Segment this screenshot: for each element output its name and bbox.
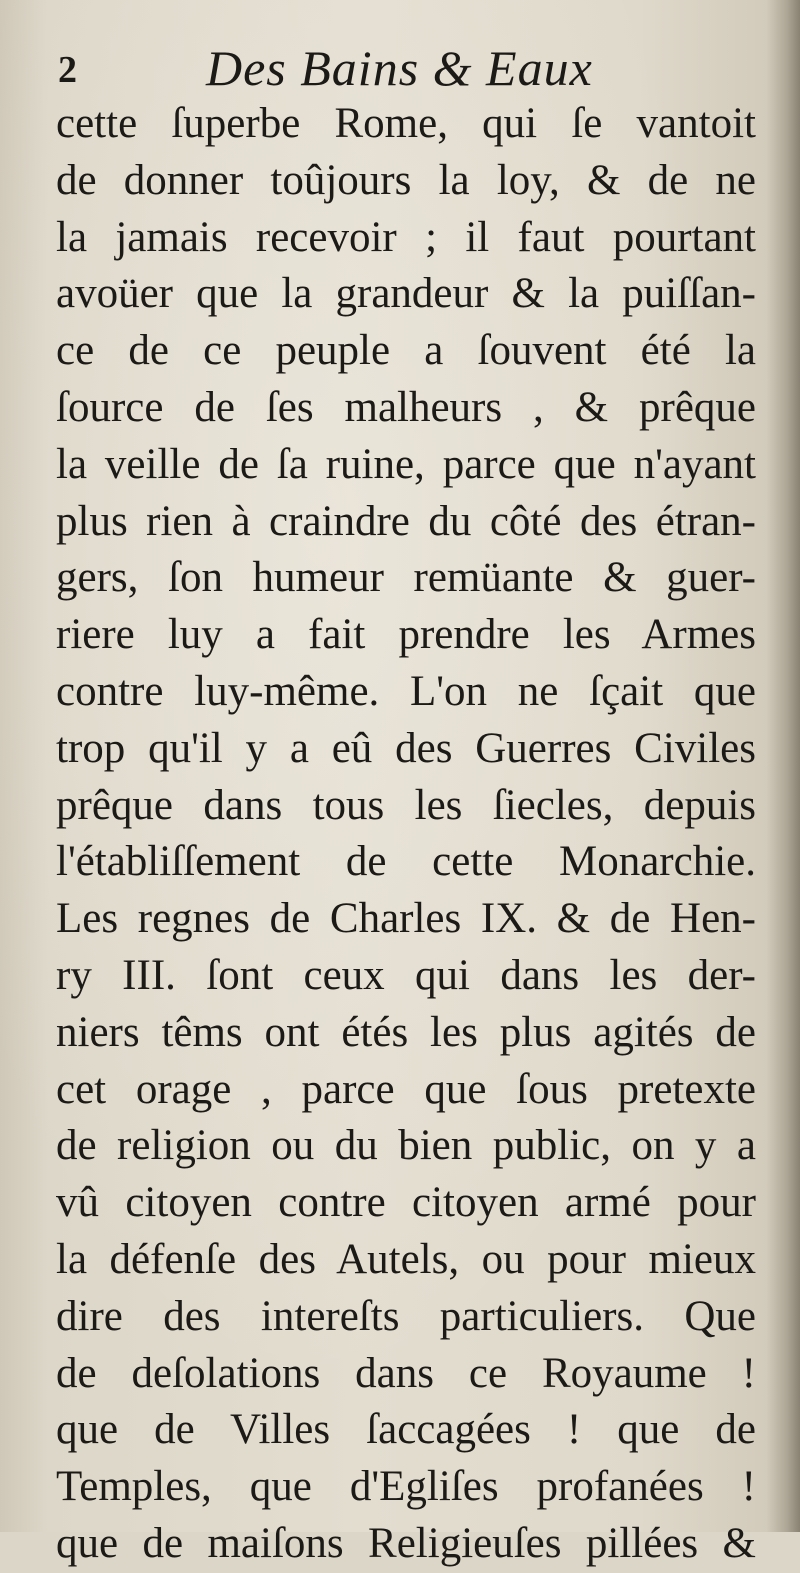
text-line: vû citoyen contre citoyen armé pour (56, 1179, 756, 1227)
text-line: plus rien à craindre du côté des étran- (56, 497, 756, 545)
text-line: trop qu'il y a eû des Guerres Civiles (56, 724, 756, 772)
text-line: riere luy a fait prendre les Armes (56, 611, 756, 659)
text-line: ce de ce peuple a ſouvent été la (56, 327, 756, 375)
running-title: Des Bains & Eaux (206, 40, 593, 96)
text-line: Les regnes de Charles IX. & de Hen- (56, 895, 756, 943)
text-line: cet orage , parce que ſous pretexte (56, 1065, 756, 1113)
text-line: contre luy-même. L'on ne ſçait que (56, 667, 756, 715)
text-line: l'établiſſement de cette Monarchie. (56, 838, 756, 886)
page-gutter-shadow (766, 0, 800, 1532)
text-line: de deſolations dans ce Royaume ! (56, 1349, 756, 1397)
text-line: que de maiſons Religieuſes pillées & (56, 1519, 756, 1567)
text-line: ſource de ſes malheurs , & prêque (56, 383, 756, 431)
text-line: de religion ou du bien public, on y a (56, 1122, 756, 1170)
body-text (56, 96, 756, 1573)
text-line: prêque dans tous les ſiecles, depuis (56, 781, 756, 829)
text-line: niers têms ont étés les plus agités de (56, 1008, 756, 1056)
text-line: avoüer que la grandeur & la puiſſan- (56, 270, 756, 318)
text-line: ry III. ſont ceux qui dans les der- (56, 951, 756, 999)
page-header (58, 38, 758, 98)
text-line: que de Villes ſaccagées ! que de (56, 1406, 756, 1454)
text-line: gers, ſon humeur remüante & guer- (56, 554, 756, 602)
text-line: Temples, que d'Egliſes profanées ! (56, 1463, 756, 1511)
text-line: cette ſuperbe Rome, qui ſe vantoit (56, 100, 756, 147)
text-line: la veille de ſa ruine, parce que n'ayant (56, 440, 756, 488)
text-line: la jamais recevoir ; il faut pourtant (56, 213, 756, 261)
page-number: 2 (58, 49, 77, 91)
text-line: de donner toûjours la loy, & de ne (56, 156, 756, 204)
text-line: la défenſe des Autels, ou pour mieux (56, 1235, 756, 1283)
text-line: dire des intereſts particuliers. Que (56, 1292, 756, 1340)
